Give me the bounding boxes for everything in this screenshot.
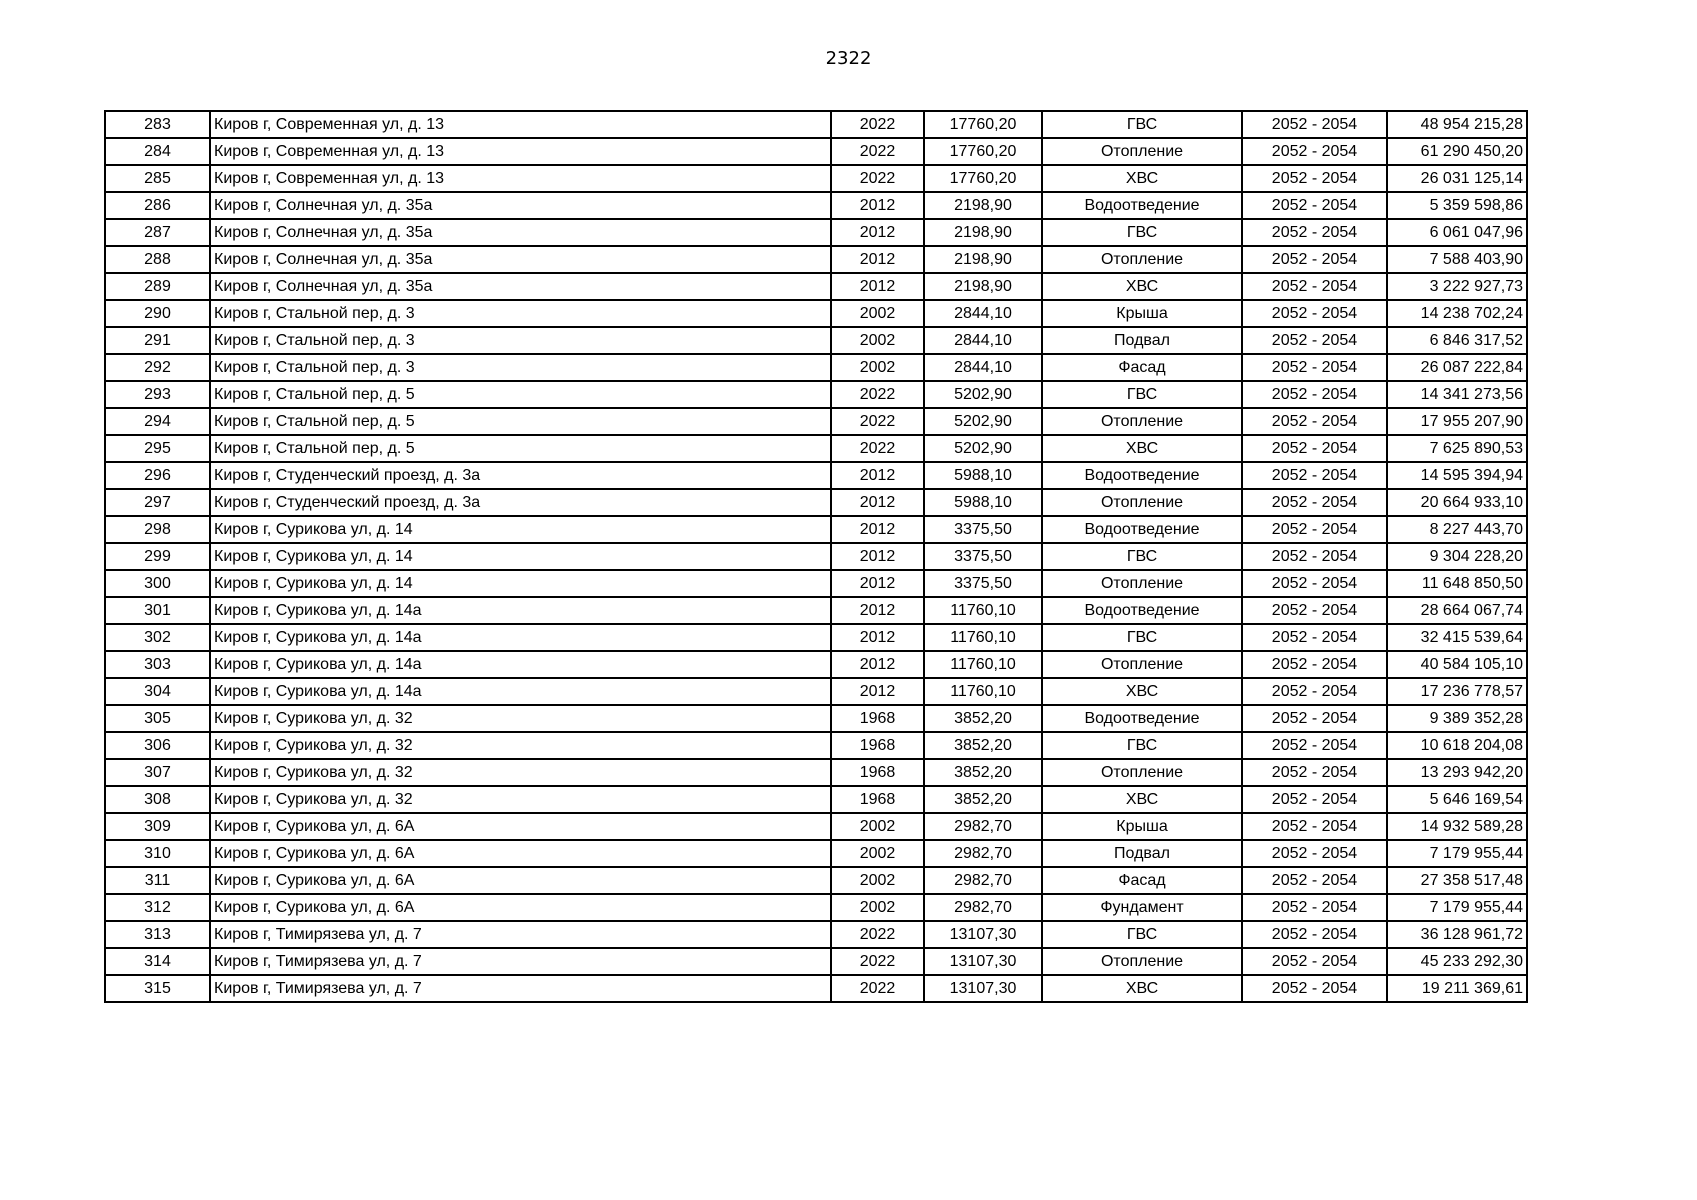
year-cell: 2002 (831, 300, 924, 327)
address-cell: Киров г, Стальной пер, д. 5 (210, 435, 831, 462)
cost-cell: 5 646 169,54 (1387, 786, 1527, 813)
address-cell: Киров г, Современная ул, д. 13 (210, 111, 831, 138)
row-number-cell: 314 (105, 948, 210, 975)
row-number-cell: 315 (105, 975, 210, 1002)
row-number-cell: 296 (105, 462, 210, 489)
year-cell: 2022 (831, 948, 924, 975)
table-row (105, 273, 1527, 300)
row-number-cell: 286 (105, 192, 210, 219)
address-cell: Киров г, Сурикова ул, д. 6А (210, 894, 831, 921)
table-row (105, 543, 1527, 570)
year-cell: 2002 (831, 894, 924, 921)
area-cell: 2982,70 (924, 867, 1042, 894)
row-number-cell: 308 (105, 786, 210, 813)
work-type-cell: Отопление (1042, 759, 1242, 786)
area-cell: 2982,70 (924, 840, 1042, 867)
table-row (105, 813, 1527, 840)
area-cell: 13107,30 (924, 948, 1042, 975)
year-cell: 2002 (831, 327, 924, 354)
work-type-cell: Водоотведение (1042, 516, 1242, 543)
cost-cell: 14 341 273,56 (1387, 381, 1527, 408)
table-row (105, 597, 1527, 624)
period-cell: 2052 - 2054 (1242, 246, 1387, 273)
year-cell: 1968 (831, 759, 924, 786)
year-cell: 2012 (831, 543, 924, 570)
row-number-cell: 300 (105, 570, 210, 597)
row-number-cell: 307 (105, 759, 210, 786)
area-cell: 13107,30 (924, 921, 1042, 948)
work-type-cell: Отопление (1042, 246, 1242, 273)
work-type-cell: ГВС (1042, 732, 1242, 759)
area-cell: 2198,90 (924, 246, 1042, 273)
year-cell: 2022 (831, 138, 924, 165)
table-row (105, 975, 1527, 1002)
address-cell: Киров г, Сурикова ул, д. 6А (210, 813, 831, 840)
period-cell: 2052 - 2054 (1242, 948, 1387, 975)
cost-cell: 10 618 204,08 (1387, 732, 1527, 759)
work-type-cell: Водоотведение (1042, 597, 1242, 624)
page-number: 2322 (825, 48, 872, 69)
work-type-cell: Крыша (1042, 300, 1242, 327)
row-number-cell: 290 (105, 300, 210, 327)
year-cell: 2002 (831, 813, 924, 840)
work-type-cell: Отопление (1042, 948, 1242, 975)
address-cell: Киров г, Сурикова ул, д. 14 (210, 543, 831, 570)
year-cell: 2012 (831, 273, 924, 300)
period-cell: 2052 - 2054 (1242, 759, 1387, 786)
table-row (105, 138, 1527, 165)
address-cell: Киров г, Тимирязева ул, д. 7 (210, 948, 831, 975)
period-cell: 2052 - 2054 (1242, 624, 1387, 651)
area-cell: 3375,50 (924, 516, 1042, 543)
table-row (105, 867, 1527, 894)
work-type-cell: ХВС (1042, 786, 1242, 813)
period-cell: 2052 - 2054 (1242, 705, 1387, 732)
period-cell: 2052 - 2054 (1242, 111, 1387, 138)
period-cell: 2052 - 2054 (1242, 219, 1387, 246)
period-cell: 2052 - 2054 (1242, 651, 1387, 678)
row-number-cell: 297 (105, 489, 210, 516)
year-cell: 2012 (831, 462, 924, 489)
area-cell: 5202,90 (924, 381, 1042, 408)
work-type-cell: ХВС (1042, 678, 1242, 705)
period-cell: 2052 - 2054 (1242, 516, 1387, 543)
year-cell: 2012 (831, 219, 924, 246)
table-row (105, 354, 1527, 381)
year-cell: 2012 (831, 192, 924, 219)
work-type-cell: ГВС (1042, 624, 1242, 651)
year-cell: 2012 (831, 570, 924, 597)
cost-cell: 13 293 942,20 (1387, 759, 1527, 786)
period-cell: 2052 - 2054 (1242, 570, 1387, 597)
address-cell: Киров г, Тимирязева ул, д. 7 (210, 921, 831, 948)
period-cell: 2052 - 2054 (1242, 813, 1387, 840)
area-cell: 2982,70 (924, 894, 1042, 921)
year-cell: 2022 (831, 381, 924, 408)
year-cell: 2012 (831, 624, 924, 651)
table-row (105, 678, 1527, 705)
row-number-cell: 293 (105, 381, 210, 408)
cost-cell: 61 290 450,20 (1387, 138, 1527, 165)
work-type-cell: ХВС (1042, 435, 1242, 462)
table-row (105, 246, 1527, 273)
table-row (105, 300, 1527, 327)
table-row (105, 381, 1527, 408)
year-cell: 1968 (831, 732, 924, 759)
cost-cell: 7 179 955,44 (1387, 894, 1527, 921)
year-cell: 2022 (831, 975, 924, 1002)
work-type-cell: Водоотведение (1042, 462, 1242, 489)
work-type-cell: ХВС (1042, 975, 1242, 1002)
area-cell: 17760,20 (924, 138, 1042, 165)
year-cell: 2012 (831, 246, 924, 273)
work-type-cell: Отопление (1042, 138, 1242, 165)
area-cell: 2844,10 (924, 354, 1042, 381)
work-type-cell: ГВС (1042, 111, 1242, 138)
address-cell: Киров г, Стальной пер, д. 5 (210, 408, 831, 435)
year-cell: 2012 (831, 678, 924, 705)
work-type-cell: Фасад (1042, 354, 1242, 381)
cost-cell: 14 595 394,94 (1387, 462, 1527, 489)
address-cell: Киров г, Стальной пер, д. 3 (210, 300, 831, 327)
area-cell: 5202,90 (924, 408, 1042, 435)
area-cell: 17760,20 (924, 111, 1042, 138)
cost-cell: 26 031 125,14 (1387, 165, 1527, 192)
address-cell: Киров г, Сурикова ул, д. 14а (210, 624, 831, 651)
data-table (104, 110, 1528, 1003)
row-number-cell: 298 (105, 516, 210, 543)
year-cell: 2002 (831, 867, 924, 894)
cost-cell: 36 128 961,72 (1387, 921, 1527, 948)
cost-cell: 7 588 403,90 (1387, 246, 1527, 273)
row-number-cell: 299 (105, 543, 210, 570)
period-cell: 2052 - 2054 (1242, 462, 1387, 489)
table-body (105, 111, 1527, 1002)
table-row (105, 192, 1527, 219)
address-cell: Киров г, Стальной пер, д. 3 (210, 354, 831, 381)
cost-cell: 6 061 047,96 (1387, 219, 1527, 246)
table-row (105, 732, 1527, 759)
work-type-cell: ХВС (1042, 273, 1242, 300)
area-cell: 5202,90 (924, 435, 1042, 462)
year-cell: 2002 (831, 840, 924, 867)
period-cell: 2052 - 2054 (1242, 489, 1387, 516)
year-cell: 2012 (831, 597, 924, 624)
area-cell: 3375,50 (924, 570, 1042, 597)
year-cell: 2012 (831, 489, 924, 516)
address-cell: Киров г, Студенческий проезд, д. 3а (210, 489, 831, 516)
period-cell: 2052 - 2054 (1242, 867, 1387, 894)
period-cell: 2052 - 2054 (1242, 435, 1387, 462)
row-number-cell: 305 (105, 705, 210, 732)
row-number-cell: 291 (105, 327, 210, 354)
work-type-cell: Отопление (1042, 570, 1242, 597)
period-cell: 2052 - 2054 (1242, 840, 1387, 867)
table-row (105, 327, 1527, 354)
table-row (105, 759, 1527, 786)
address-cell: Киров г, Сурикова ул, д. 32 (210, 732, 831, 759)
year-cell: 2022 (831, 921, 924, 948)
period-cell: 2052 - 2054 (1242, 192, 1387, 219)
cost-cell: 27 358 517,48 (1387, 867, 1527, 894)
address-cell: Киров г, Сурикова ул, д. 6А (210, 867, 831, 894)
period-cell: 2052 - 2054 (1242, 786, 1387, 813)
period-cell: 2052 - 2054 (1242, 678, 1387, 705)
area-cell: 11760,10 (924, 651, 1042, 678)
address-cell: Киров г, Современная ул, д. 13 (210, 138, 831, 165)
row-number-cell: 303 (105, 651, 210, 678)
cost-cell: 11 648 850,50 (1387, 570, 1527, 597)
area-cell: 13107,30 (924, 975, 1042, 1002)
address-cell: Киров г, Стальной пер, д. 3 (210, 327, 831, 354)
row-number-cell: 295 (105, 435, 210, 462)
cost-cell: 17 236 778,57 (1387, 678, 1527, 705)
work-type-cell: Отопление (1042, 408, 1242, 435)
period-cell: 2052 - 2054 (1242, 894, 1387, 921)
address-cell: Киров г, Сурикова ул, д. 32 (210, 759, 831, 786)
address-cell: Киров г, Сурикова ул, д. 14а (210, 597, 831, 624)
address-cell: Киров г, Современная ул, д. 13 (210, 165, 831, 192)
cost-cell: 17 955 207,90 (1387, 408, 1527, 435)
period-cell: 2052 - 2054 (1242, 732, 1387, 759)
address-cell: Киров г, Солнечная ул, д. 35а (210, 192, 831, 219)
area-cell: 11760,10 (924, 678, 1042, 705)
work-type-cell: ГВС (1042, 219, 1242, 246)
area-cell: 3852,20 (924, 705, 1042, 732)
table-row (105, 840, 1527, 867)
table-row (105, 948, 1527, 975)
work-type-cell: Водоотведение (1042, 705, 1242, 732)
address-cell: Киров г, Солнечная ул, д. 35а (210, 273, 831, 300)
table-row (105, 165, 1527, 192)
work-type-cell: Фасад (1042, 867, 1242, 894)
cost-cell: 26 087 222,84 (1387, 354, 1527, 381)
area-cell: 5988,10 (924, 462, 1042, 489)
row-number-cell: 302 (105, 624, 210, 651)
work-type-cell: ГВС (1042, 543, 1242, 570)
table-row (105, 462, 1527, 489)
address-cell: Киров г, Сурикова ул, д. 32 (210, 705, 831, 732)
area-cell: 2844,10 (924, 327, 1042, 354)
cost-cell: 28 664 067,74 (1387, 597, 1527, 624)
period-cell: 2052 - 2054 (1242, 597, 1387, 624)
area-cell: 3852,20 (924, 732, 1042, 759)
cost-cell: 20 664 933,10 (1387, 489, 1527, 516)
cost-cell: 8 227 443,70 (1387, 516, 1527, 543)
year-cell: 2022 (831, 165, 924, 192)
cost-cell: 9 304 228,20 (1387, 543, 1527, 570)
address-cell: Киров г, Тимирязева ул, д. 7 (210, 975, 831, 1002)
cost-cell: 6 846 317,52 (1387, 327, 1527, 354)
table-row (105, 489, 1527, 516)
cost-cell: 5 359 598,86 (1387, 192, 1527, 219)
row-number-cell: 312 (105, 894, 210, 921)
table-row (105, 651, 1527, 678)
work-type-cell: ХВС (1042, 165, 1242, 192)
row-number-cell: 292 (105, 354, 210, 381)
year-cell: 2022 (831, 435, 924, 462)
year-cell: 1968 (831, 786, 924, 813)
address-cell: Киров г, Солнечная ул, д. 35а (210, 219, 831, 246)
row-number-cell: 306 (105, 732, 210, 759)
year-cell: 2022 (831, 408, 924, 435)
table-row (105, 516, 1527, 543)
work-type-cell: Подвал (1042, 327, 1242, 354)
cost-cell: 48 954 215,28 (1387, 111, 1527, 138)
table-row (105, 894, 1527, 921)
work-type-cell: Подвал (1042, 840, 1242, 867)
period-cell: 2052 - 2054 (1242, 975, 1387, 1002)
period-cell: 2052 - 2054 (1242, 354, 1387, 381)
area-cell: 2982,70 (924, 813, 1042, 840)
period-cell: 2052 - 2054 (1242, 381, 1387, 408)
table-row (105, 921, 1527, 948)
table-row (105, 705, 1527, 732)
row-number-cell: 304 (105, 678, 210, 705)
table-row (105, 786, 1527, 813)
row-number-cell: 310 (105, 840, 210, 867)
cost-cell: 3 222 927,73 (1387, 273, 1527, 300)
period-cell: 2052 - 2054 (1242, 300, 1387, 327)
address-cell: Киров г, Сурикова ул, д. 14 (210, 570, 831, 597)
cost-cell: 14 932 589,28 (1387, 813, 1527, 840)
area-cell: 2844,10 (924, 300, 1042, 327)
area-cell: 11760,10 (924, 624, 1042, 651)
cost-cell: 19 211 369,61 (1387, 975, 1527, 1002)
row-number-cell: 294 (105, 408, 210, 435)
area-cell: 2198,90 (924, 273, 1042, 300)
work-type-cell: Отопление (1042, 489, 1242, 516)
area-cell: 2198,90 (924, 219, 1042, 246)
address-cell: Киров г, Сурикова ул, д. 6А (210, 840, 831, 867)
period-cell: 2052 - 2054 (1242, 165, 1387, 192)
area-cell: 5988,10 (924, 489, 1042, 516)
table-row (105, 435, 1527, 462)
year-cell: 1968 (831, 705, 924, 732)
work-type-cell: ГВС (1042, 381, 1242, 408)
period-cell: 2052 - 2054 (1242, 273, 1387, 300)
row-number-cell: 289 (105, 273, 210, 300)
address-cell: Киров г, Студенческий проезд, д. 3а (210, 462, 831, 489)
table-row (105, 408, 1527, 435)
cost-cell: 9 389 352,28 (1387, 705, 1527, 732)
row-number-cell: 283 (105, 111, 210, 138)
period-cell: 2052 - 2054 (1242, 543, 1387, 570)
year-cell: 2012 (831, 651, 924, 678)
table-row (105, 219, 1527, 246)
period-cell: 2052 - 2054 (1242, 327, 1387, 354)
area-cell: 17760,20 (924, 165, 1042, 192)
address-cell: Киров г, Сурикова ул, д. 14 (210, 516, 831, 543)
row-number-cell: 287 (105, 219, 210, 246)
cost-cell: 45 233 292,30 (1387, 948, 1527, 975)
row-number-cell: 313 (105, 921, 210, 948)
address-cell: Киров г, Стальной пер, д. 5 (210, 381, 831, 408)
row-number-cell: 285 (105, 165, 210, 192)
cost-cell: 32 415 539,64 (1387, 624, 1527, 651)
address-cell: Киров г, Сурикова ул, д. 14а (210, 651, 831, 678)
row-number-cell: 309 (105, 813, 210, 840)
work-type-cell: Отопление (1042, 651, 1242, 678)
work-type-cell: Водоотведение (1042, 192, 1242, 219)
table-row (105, 111, 1527, 138)
period-cell: 2052 - 2054 (1242, 921, 1387, 948)
work-type-cell: Фундамент (1042, 894, 1242, 921)
row-number-cell: 288 (105, 246, 210, 273)
area-cell: 3375,50 (924, 543, 1042, 570)
cost-cell: 14 238 702,24 (1387, 300, 1527, 327)
period-cell: 2052 - 2054 (1242, 408, 1387, 435)
area-cell: 3852,20 (924, 759, 1042, 786)
cost-cell: 40 584 105,10 (1387, 651, 1527, 678)
address-cell: Киров г, Сурикова ул, д. 14а (210, 678, 831, 705)
row-number-cell: 311 (105, 867, 210, 894)
table-row (105, 570, 1527, 597)
work-type-cell: ГВС (1042, 921, 1242, 948)
work-type-cell: Крыша (1042, 813, 1242, 840)
table-row (105, 624, 1527, 651)
year-cell: 2022 (831, 111, 924, 138)
cost-cell: 7 179 955,44 (1387, 840, 1527, 867)
area-cell: 3852,20 (924, 786, 1042, 813)
area-cell: 2198,90 (924, 192, 1042, 219)
year-cell: 2002 (831, 354, 924, 381)
row-number-cell: 284 (105, 138, 210, 165)
address-cell: Киров г, Сурикова ул, д. 32 (210, 786, 831, 813)
year-cell: 2012 (831, 516, 924, 543)
address-cell: Киров г, Солнечная ул, д. 35а (210, 246, 831, 273)
period-cell: 2052 - 2054 (1242, 138, 1387, 165)
row-number-cell: 301 (105, 597, 210, 624)
cost-cell: 7 625 890,53 (1387, 435, 1527, 462)
area-cell: 11760,10 (924, 597, 1042, 624)
